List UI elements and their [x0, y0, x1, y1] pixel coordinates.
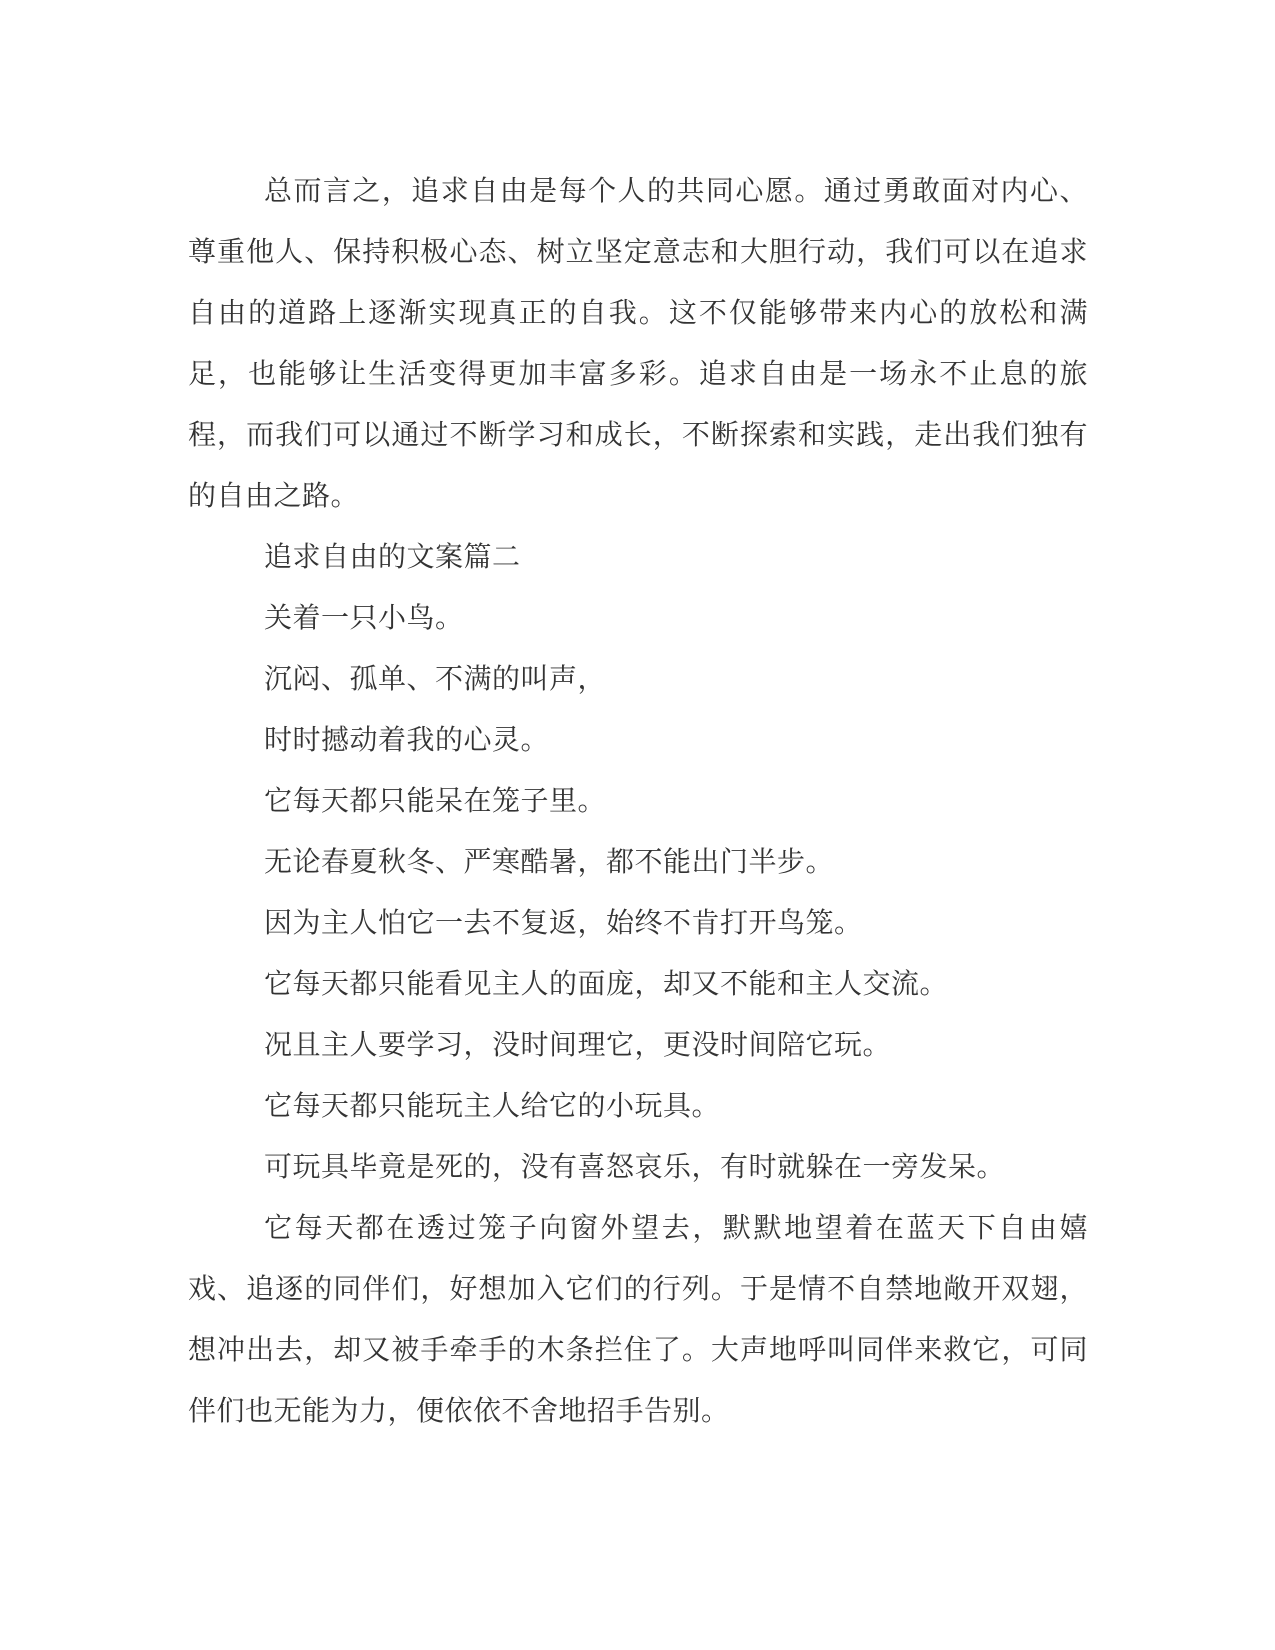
poem-line: 它每天都只能看见主人的面庞，却又不能和主人交流。 [264, 967, 949, 1000]
paragraph-conclusion: 总而言之，追求自由是每个人的共同心愿。通过勇敢面对内心、尊重他人、保持积极心态、树立坚定意志和大胆行动，我们可以在追求自由的道路上逐渐实现真正的自我。这不仅能够带来内心的放松和满足，也能够让生活变得更加丰富多彩。追求自由是一场永不止息的旅程，而我们可以通过不断学习和成长，不断探索和实践，走出我们独有的自由之路。 [188, 174, 1088, 512]
document-body [188, 160, 1088, 1441]
paragraph-window: 它每天都在透过笼子向窗外望去，默默地望着在蓝天下自由嬉戏、追逐的同伴们，好想加入它们的行列。于是情不自禁地敞开双翅，想冲出去，却又被手牵手的木条拦住了。大声地呼叫同伴来救它，可同伴们也无能为力，便依依不舍地招手告别。 [188, 1211, 1088, 1427]
poem-line: 可玩具毕竟是死的，没有喜怒哀乐，有时就躲在一旁发呆。 [264, 1150, 1006, 1183]
poem-line: 沉闷、孤单、不满的叫声， [264, 662, 607, 695]
poem-line: 因为主人怕它一去不复返，始终不肯打开鸟笼。 [264, 906, 863, 939]
poem-line: 时时撼动着我的心灵。 [264, 723, 550, 756]
section-heading: 追求自由的文案篇二 [264, 540, 521, 573]
poem-line: 况且主人要学习，没时间理它，更没时间陪它玩。 [264, 1028, 892, 1061]
poem-line: 它每天都只能呆在笼子里。 [264, 784, 607, 817]
poem-line: 关着一只小鸟。 [264, 601, 464, 634]
poem-line: 无论春夏秋冬、严寒酷暑，都不能出门半步。 [264, 845, 835, 878]
poem-line: 它每天都只能玩主人给它的小玩具。 [264, 1089, 721, 1122]
